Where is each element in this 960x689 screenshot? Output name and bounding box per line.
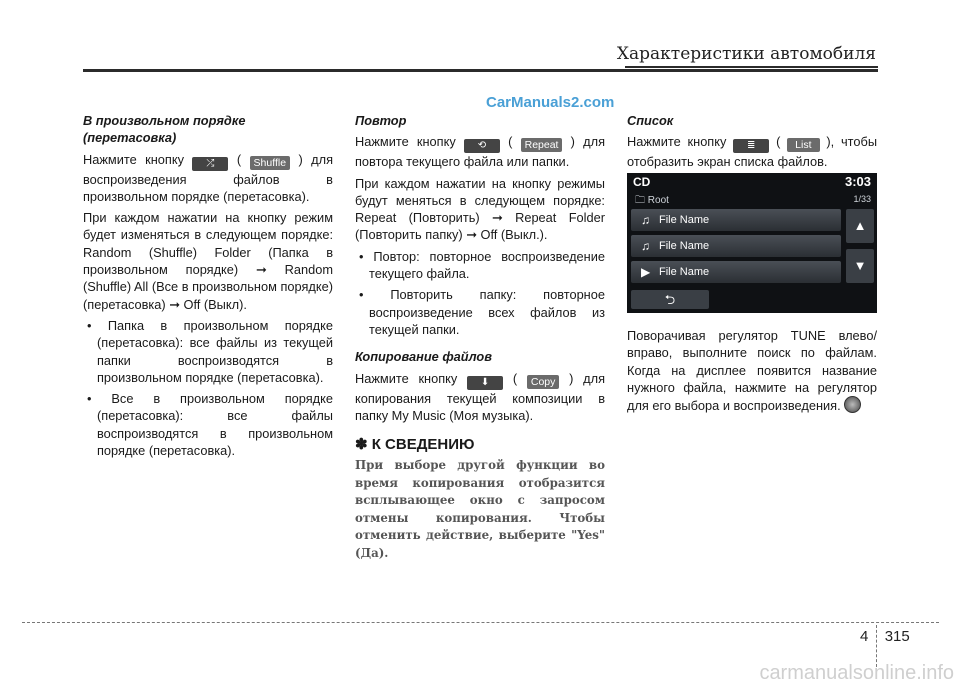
- col1-heading: В произвольном порядке (перетасовка): [83, 113, 246, 146]
- copy-icon: ⬇: [467, 376, 503, 390]
- col1-paragraph-2: При каждом нажатии на кнопку режим будет изменяться в следующем порядке: Random (Shuffle) Folder (Папка в произвольном порядке) ➞ Random (Shuffle) All (Все в произвольном порядке) (перетасовка) ➞ Off (Выкл).: [83, 210, 333, 312]
- file-name: File Name: [659, 240, 710, 252]
- note-title: ✽ К СВЕДЕНИЮ: [355, 436, 475, 454]
- play-icon: ▶: [641, 265, 651, 279]
- col3-p1-text-a: Нажмите кнопку: [627, 134, 727, 150]
- folder-icon: 🗀: [635, 195, 645, 206]
- col1-paragraph-1: Нажмите кнопку ⤮ ( Shuffle ) для воспроизведения файлов в произвольном порядке (перетасовка).: [83, 151, 334, 204]
- col3-heading: Список: [627, 113, 674, 128]
- col1-p1-text-b: ) для воспроизведения файлов в произвольном порядке (перетасовка).: [83, 151, 334, 204]
- header-rule-accent: [625, 66, 878, 68]
- list-icon: ≣: [733, 139, 769, 153]
- shuffle-icon: ⤮: [192, 157, 228, 171]
- col2-paragraph-2: При каждом нажатии на кнопку режимы будут меняться в следующем порядке: Repeat (Повторить) ➞ Repeat Folder (Повторить папку) ➞ Off (Выкл.).: [355, 175, 605, 243]
- header-title: Характеристики автомобиля: [616, 44, 876, 64]
- file-name: File Name: [659, 266, 710, 278]
- column-2: [355, 112, 605, 562]
- copy-button-label: Copy: [527, 375, 560, 389]
- file-name: File Name: [659, 214, 710, 226]
- screen-count: 1/33: [853, 194, 871, 204]
- col2-paragraph-3: Нажмите кнопку ⬇ ( Copy ) для копирования текущей композиции в папку My Music (Моя музыка).: [355, 370, 606, 423]
- col3-paragraph-1: Нажмите кнопку ≣ ( List ), чтобы отобразить экран списка файлов.: [627, 134, 878, 170]
- list-button-label: List: [787, 138, 819, 152]
- file-list-screen: [627, 173, 877, 313]
- screen-source: CD: [633, 175, 651, 189]
- note-body: При выборе другой функции во время копирования отобразится всплывающее окно с запросом отмены копирования. Чтобы отменить действие, выберите "Yes" (Да).: [355, 458, 605, 560]
- tune-knob-icon: [844, 396, 861, 413]
- col3-paragraph-2: [627, 327, 877, 414]
- screen-file-row[interactable]: [631, 261, 841, 283]
- col3-p2-text: Поворачивая регулятор TUNE влево/вправо, выполните поиск по файлам. Когда на дисплее появится название нужного файла, нажмите на регулятор для его выбора и воспроизведения.: [627, 328, 877, 414]
- screen-file-row[interactable]: [631, 235, 841, 257]
- column-1: [83, 112, 333, 463]
- col2-heading-copy: Копирование файлов: [355, 349, 492, 365]
- music-note-icon: ♫: [641, 239, 650, 253]
- scroll-down-button[interactable]: ▼: [846, 249, 874, 283]
- music-note-icon: ♫: [641, 213, 650, 227]
- col3-p1-text-b: ), чтобы отобразить экран списка файлов.: [627, 134, 878, 170]
- screen-status-bar: [627, 173, 877, 191]
- repeat-icon: ⟲: [464, 139, 500, 153]
- screen-file-row[interactable]: [631, 209, 841, 231]
- col2-p1-text-a: Нажмите кнопку: [355, 134, 456, 150]
- header-rule: [83, 69, 878, 72]
- watermark-top: CarManuals2.com: [486, 94, 615, 111]
- screen-folder-label: Root: [647, 195, 669, 206]
- col1-bullet-2: • Все в произвольном порядке (перетасовка): все файлы воспроизводятся в произвольном порядке (перетасовка).: [87, 391, 333, 459]
- page-divider: [876, 625, 877, 667]
- page-number: [860, 628, 910, 645]
- chapter-number: 4: [860, 628, 869, 645]
- back-button[interactable]: ⮌: [631, 290, 709, 309]
- col2-p1-text-b: ) для повтора текущего файла или папки.: [355, 134, 605, 170]
- col2-p3-text-a: Нажмите кнопку: [355, 370, 458, 386]
- screen-folder: [635, 193, 669, 210]
- col2-paragraph-1: Нажмите кнопку ⟲ ( Repeat ) для повтора текущего файла или папки.: [355, 134, 605, 170]
- col1-p1-text-a: Нажмите кнопку: [83, 151, 184, 167]
- col2-bullet-1: • Повтор: повторное воспроизведение текущего файла.: [359, 248, 605, 282]
- watermark-bottom: carmanualsonline.info: [759, 662, 954, 684]
- col1-bullet-1: • Папка в произвольном порядке (перетасовка): все файлы из текущей папки воспроизводятся в произвольном порядке (перетасовка).: [87, 317, 333, 385]
- column-3-bottom: [627, 327, 877, 418]
- page-number-value: 315: [884, 628, 910, 645]
- col2-heading-repeat: Повтор: [355, 113, 407, 128]
- footer-rule: [22, 622, 939, 623]
- col2-p3-text-b: ) для копирования текущей композиции в папку My Music (Моя музыка).: [355, 370, 606, 423]
- repeat-button-label: Repeat: [521, 138, 563, 152]
- shuffle-button-label: Shuffle: [250, 156, 291, 170]
- col2-bullet-2: • Повторить папку: повторное воспроизведение всех файлов из текущей папки.: [359, 287, 605, 337]
- column-3: [627, 112, 877, 175]
- screen-time: 3:03: [844, 174, 871, 189]
- scroll-up-button[interactable]: ▲: [846, 209, 874, 243]
